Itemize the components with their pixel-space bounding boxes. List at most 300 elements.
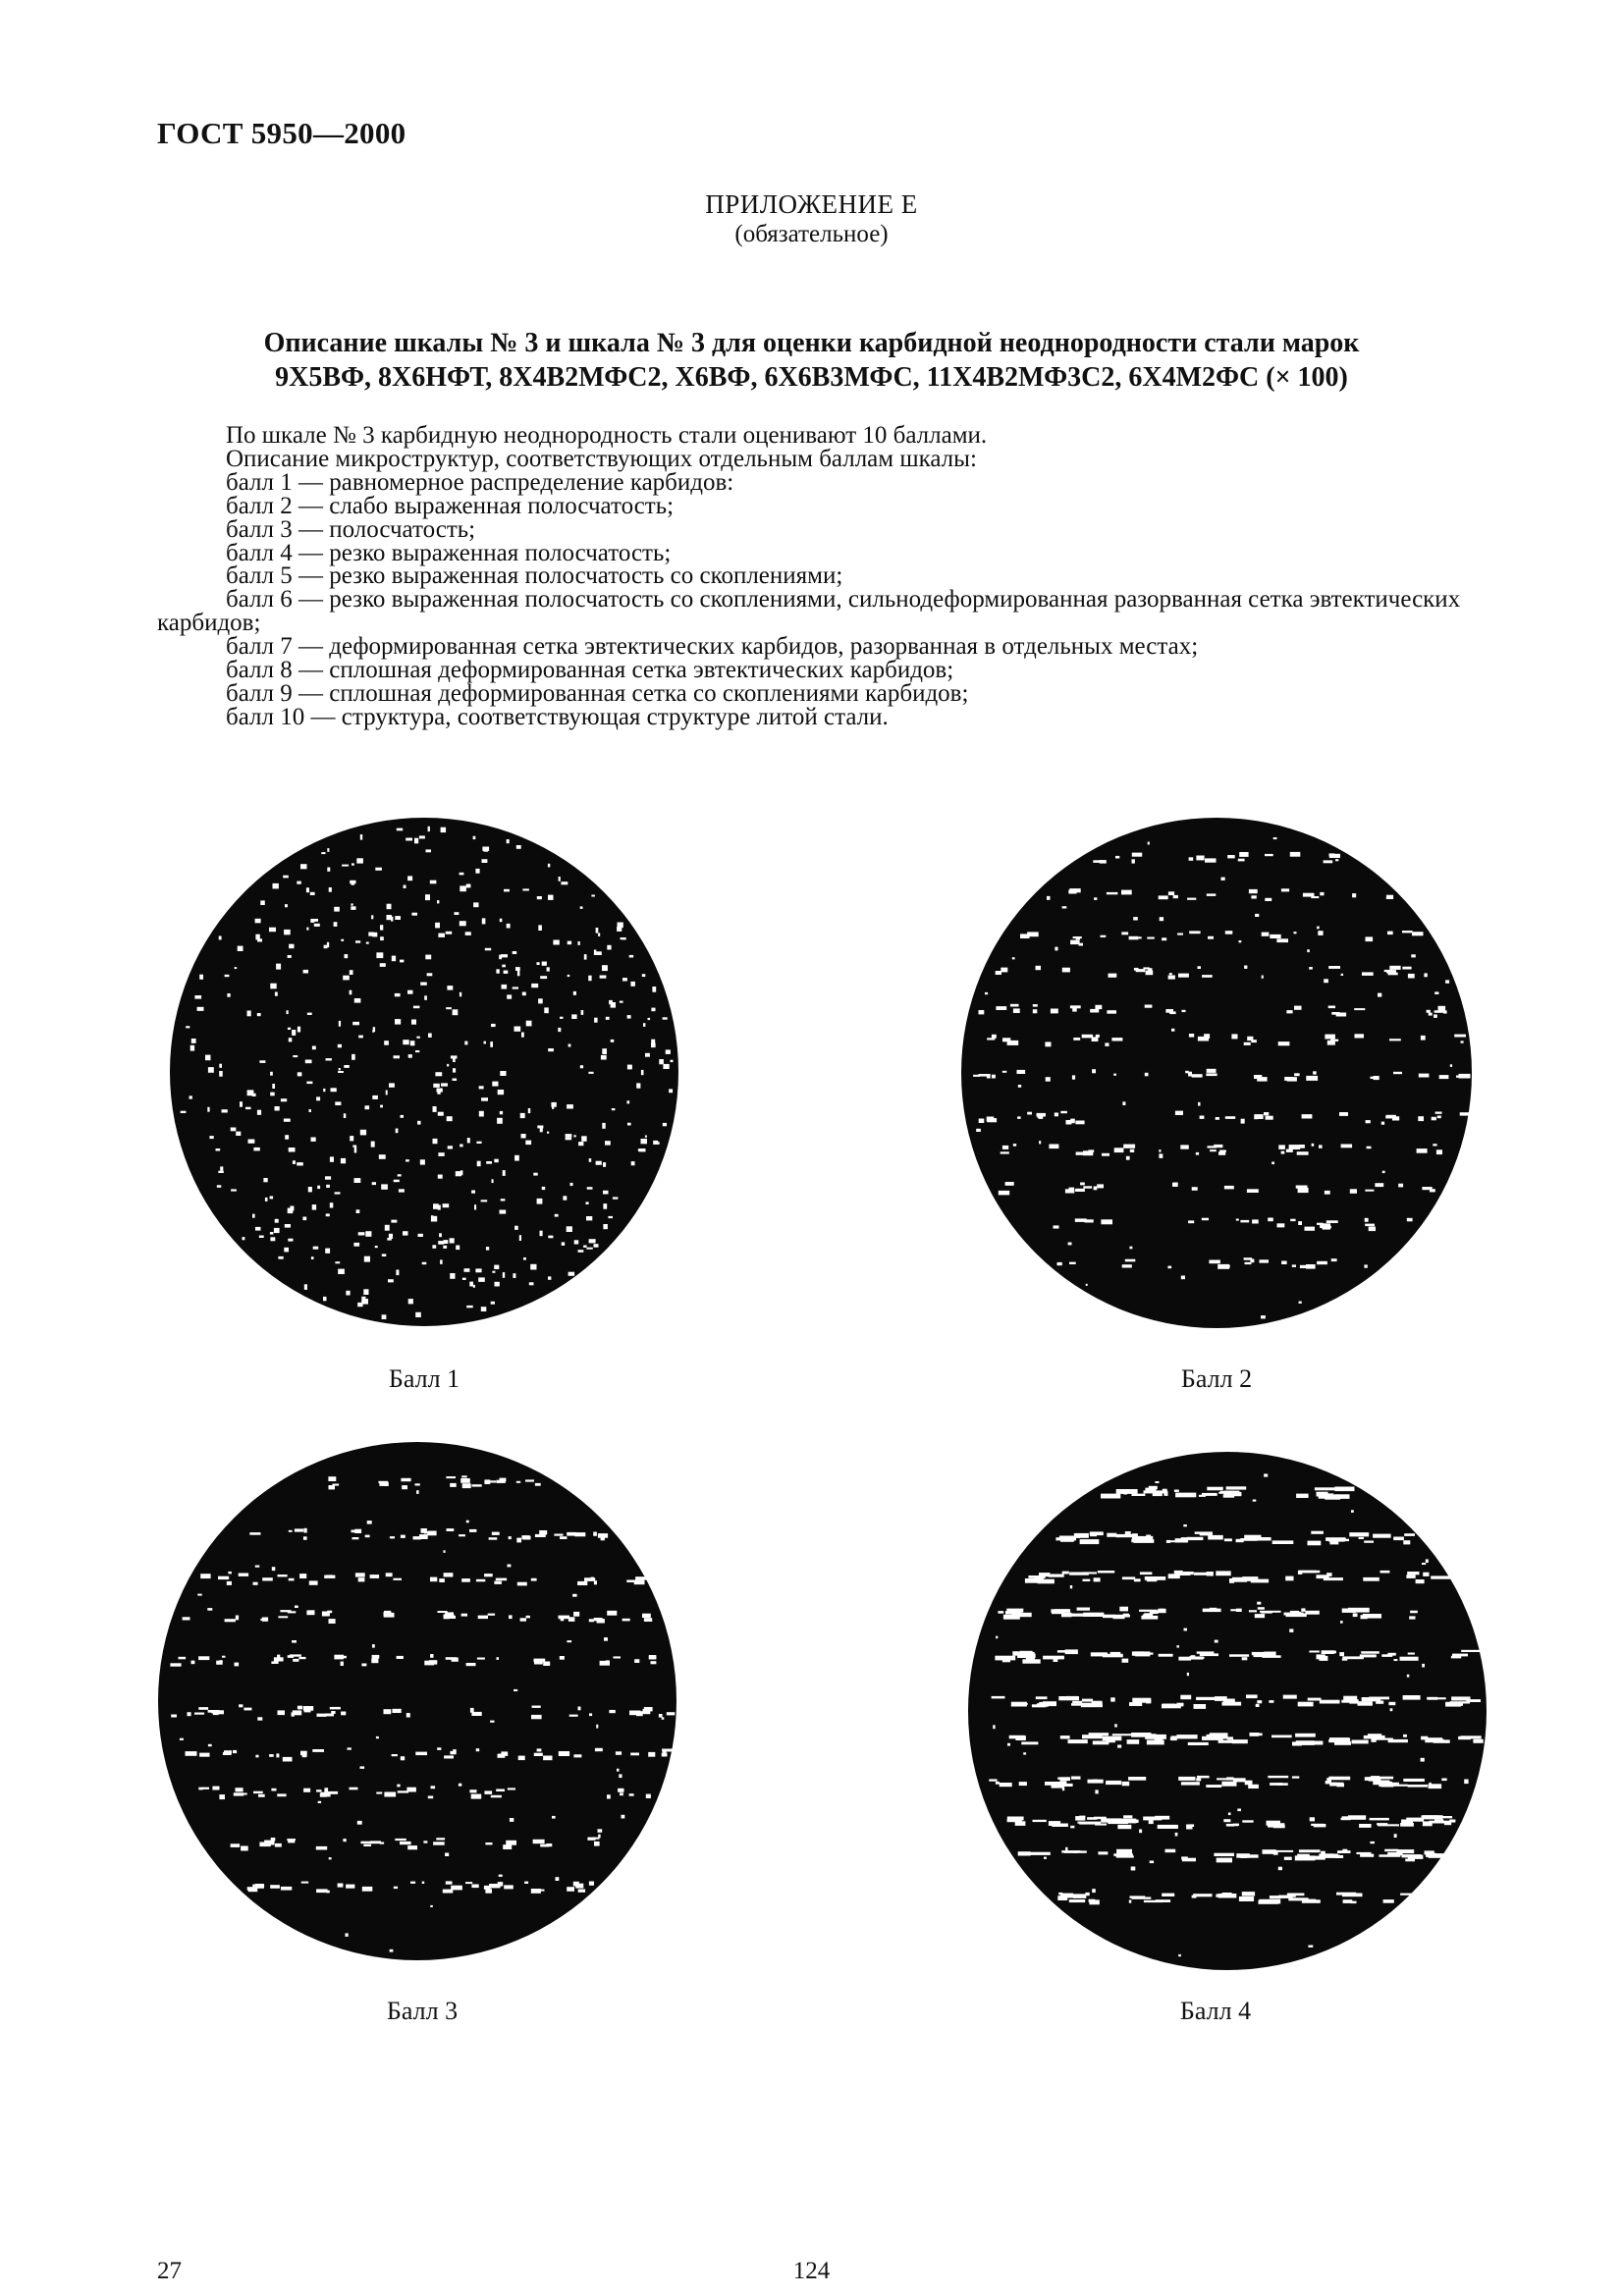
carbide-speck <box>1451 1703 1464 1706</box>
carbide-speck <box>602 1123 605 1129</box>
carbide-speck <box>548 1276 551 1279</box>
carbide-speck <box>1393 1537 1404 1541</box>
carbide-speck <box>209 1136 213 1139</box>
carbide-speck <box>596 1725 598 1729</box>
carbide-speck <box>1075 1218 1087 1222</box>
carbide-speck <box>1094 1577 1101 1581</box>
carbide-speck <box>567 1104 573 1108</box>
carbide-speck <box>498 1090 504 1095</box>
carbide-speck <box>287 1010 289 1014</box>
carbide-speck <box>427 973 433 976</box>
carbide-speck <box>560 1656 565 1660</box>
carbide-speck <box>1125 1259 1136 1262</box>
carbide-speck <box>1403 1540 1410 1544</box>
carbide-speck <box>1062 968 1070 973</box>
carbide-speck <box>1182 1858 1196 1862</box>
carbide-speck <box>535 1534 546 1537</box>
carbide-speck <box>1366 1120 1371 1123</box>
carbide-speck <box>274 1657 284 1661</box>
carbide-speck <box>1238 859 1245 862</box>
carbide-speck <box>513 951 517 954</box>
carbide-speck <box>1294 1073 1300 1076</box>
carbide-speck <box>1382 1171 1385 1173</box>
carbide-speck <box>1061 1850 1080 1853</box>
carbide-speck <box>645 1053 650 1057</box>
carbide-speck <box>1244 1042 1251 1045</box>
carbide-speck <box>1461 1041 1464 1042</box>
carbide-speck <box>1226 1824 1234 1827</box>
carbide-speck <box>1386 895 1393 899</box>
carbide-speck <box>1051 1009 1058 1014</box>
carbide-speck <box>288 1239 293 1242</box>
carbide-speck <box>1454 1035 1466 1038</box>
carbide-speck <box>1292 1264 1296 1267</box>
carbide-speck <box>568 1617 575 1622</box>
carbide-speck <box>298 1027 300 1033</box>
carbide-speck <box>1100 860 1107 864</box>
carbide-speck <box>1271 1735 1292 1738</box>
carbide-speck <box>1361 1651 1380 1654</box>
carbide-speck <box>489 1537 498 1540</box>
carbide-speck <box>1302 1114 1313 1118</box>
carbide-speck <box>501 1199 506 1201</box>
carbide-speck <box>548 1048 554 1051</box>
carbide-speck <box>1060 1735 1070 1738</box>
carbide-speck <box>398 1790 408 1792</box>
carbide-speck <box>1079 943 1084 946</box>
carbide-speck <box>222 1109 228 1112</box>
carbide-speck <box>499 1875 503 1877</box>
carbide-speck <box>445 1853 449 1857</box>
carbide-speck <box>622 978 627 981</box>
carbide-speck <box>1270 934 1280 938</box>
carbide-speck <box>1062 906 1067 908</box>
carbide-speck <box>1339 1112 1348 1116</box>
carbide-speck <box>1365 1190 1374 1192</box>
carbide-speck <box>1089 1733 1109 1735</box>
carbide-speck <box>1236 1539 1244 1542</box>
carbide-speck <box>243 1708 251 1711</box>
carbide-speck <box>1158 1609 1165 1613</box>
carbide-speck <box>1320 1700 1340 1704</box>
carbide-speck <box>1368 1734 1381 1735</box>
carbide-speck <box>434 1661 436 1663</box>
carbide-speck <box>516 1538 521 1543</box>
carbide-speck <box>1227 855 1235 858</box>
carbide-speck <box>481 1200 488 1201</box>
carbide-speck <box>460 1478 470 1483</box>
carbide-speck <box>1242 1892 1255 1896</box>
carbide-speck <box>219 936 222 940</box>
carbide-speck <box>1122 1576 1135 1579</box>
carbide-speck <box>438 1152 444 1156</box>
carbide-speck <box>1335 859 1338 861</box>
paragraph: балл 10 — структура, соответствующая структуре литой стали. <box>226 703 889 730</box>
carbide-speck <box>1244 966 1247 969</box>
carbide-speck <box>263 1178 267 1182</box>
carbide-speck <box>1220 1265 1230 1268</box>
carbide-speck <box>613 1197 619 1199</box>
carbide-speck <box>1297 1151 1309 1155</box>
carbide-speck <box>341 1662 344 1667</box>
carbide-speck <box>464 1041 467 1045</box>
carbide-speck <box>200 1574 210 1578</box>
carbide-speck <box>1196 856 1204 861</box>
carbide-speck <box>253 1582 258 1585</box>
carbide-speck <box>1072 1701 1082 1703</box>
carbide-speck <box>584 954 587 960</box>
carbide-speck <box>416 1037 419 1039</box>
carbide-speck <box>313 919 318 922</box>
carbide-speck <box>558 1028 561 1032</box>
carbide-speck <box>1172 1183 1177 1187</box>
carbide-speck <box>596 1161 602 1165</box>
carbide-speck <box>1001 968 1007 973</box>
carbide-speck <box>285 904 288 907</box>
carbide-speck <box>312 1749 324 1752</box>
carbide-speck <box>1214 1145 1222 1148</box>
carbide-speck <box>325 1176 331 1179</box>
carbide-speck <box>469 1282 473 1287</box>
carbide-speck <box>620 1792 623 1795</box>
carbide-speck <box>1017 1070 1026 1074</box>
carbide-speck <box>1079 1822 1101 1825</box>
carbide-speck <box>561 881 568 884</box>
carbide-speck <box>1241 1854 1247 1858</box>
carbide-speck <box>216 1148 221 1151</box>
carbide-speck <box>1273 837 1277 839</box>
carbide-speck <box>1335 1855 1344 1858</box>
carbide-speck <box>669 1089 673 1093</box>
carbide-speck <box>426 849 432 852</box>
carbide-speck <box>1169 973 1172 975</box>
carbide-speck <box>277 1793 286 1796</box>
carbide-speck <box>1263 1849 1276 1854</box>
carbide-speck <box>1194 1704 1207 1709</box>
carbide-speck <box>1308 1741 1323 1745</box>
carbide-speck <box>1207 1572 1214 1576</box>
carbide-speck <box>238 946 243 951</box>
carbide-speck <box>502 985 508 989</box>
carbide-speck <box>1404 1533 1415 1536</box>
carbide-speck <box>1055 1537 1076 1540</box>
carbide-speck <box>1272 1540 1294 1544</box>
carbide-speck <box>417 1121 420 1125</box>
carbide-speck <box>1433 1144 1436 1146</box>
carbide-speck <box>1082 1699 1093 1702</box>
carbide-speck <box>517 1582 527 1586</box>
carbide-speck <box>253 1148 259 1151</box>
carbide-speck <box>372 1644 375 1648</box>
carbide-speck <box>1239 852 1248 857</box>
carbide-speck <box>479 1086 484 1089</box>
carbide-speck <box>523 1536 531 1540</box>
carbide-speck <box>1381 1122 1384 1125</box>
carbide-speck <box>396 1270 399 1276</box>
carbide-speck <box>295 1606 298 1609</box>
carbide-speck <box>338 1269 345 1274</box>
carbide-speck <box>509 1615 513 1619</box>
carbide-speck <box>444 1550 446 1553</box>
carbide-speck <box>1116 1534 1137 1537</box>
carbide-speck <box>639 1148 646 1151</box>
carbide-speck <box>1369 1777 1381 1781</box>
carbide-speck <box>629 955 633 958</box>
carbide-speck <box>1264 1473 1268 1476</box>
carbide-speck <box>1069 1899 1085 1902</box>
carbide-speck <box>270 1232 274 1235</box>
carbide-speck <box>1007 1819 1022 1822</box>
carbide-speck <box>407 1845 417 1849</box>
carbide-speck <box>186 1026 189 1028</box>
carbide-speck <box>384 1041 389 1045</box>
carbide-speck <box>438 1112 444 1116</box>
carbide-speck <box>1434 1819 1443 1822</box>
carbide-speck <box>1251 1040 1257 1042</box>
carbide-speck <box>546 1843 552 1846</box>
appendix-note: (обязательное) <box>734 221 889 247</box>
paragraph: балл 2 — слабо выраженная полосчатость; <box>226 492 675 519</box>
carbide-speck <box>1090 1009 1099 1013</box>
carbide-speck <box>594 1580 597 1584</box>
carbide-speck <box>485 948 491 951</box>
carbide-speck <box>627 1015 631 1019</box>
carbide-speck <box>531 984 538 988</box>
carbide-speck <box>1181 1782 1200 1785</box>
carbide-speck <box>456 1246 460 1251</box>
carbide-speck <box>622 1815 625 1819</box>
carbide-speck <box>1324 979 1328 983</box>
carbide-speck <box>1094 897 1097 900</box>
micrograph-ball-1 <box>169 817 679 1327</box>
carbide-speck <box>662 1749 673 1752</box>
carbide-speck <box>247 1011 251 1017</box>
carbide-speck <box>271 1838 276 1842</box>
carbide-speck <box>352 1054 355 1060</box>
carbide-speck <box>666 1049 671 1054</box>
carbide-speck <box>1418 1116 1424 1121</box>
carbide-speck <box>269 1754 274 1757</box>
carbide-speck <box>247 1887 254 1891</box>
carbide-speck <box>1324 1577 1343 1580</box>
carbide-speck <box>1169 1011 1175 1014</box>
carbide-speck <box>486 1161 492 1164</box>
carbide-speck <box>1284 1857 1292 1860</box>
carbide-speck <box>469 1529 476 1532</box>
carbide-speck <box>526 1021 532 1027</box>
carbide-speck <box>1225 931 1233 934</box>
carbide-speck <box>334 907 340 912</box>
carbide-speck <box>1298 1221 1302 1225</box>
carbide-speck <box>415 1483 420 1485</box>
carbide-speck <box>482 859 488 863</box>
carbide-speck <box>1250 1259 1254 1263</box>
carbide-speck <box>1406 1575 1415 1578</box>
carbide-speck <box>531 1578 537 1581</box>
carbide-speck <box>528 1108 530 1113</box>
carbide-speck <box>403 1231 408 1235</box>
carbide-speck <box>1286 1149 1293 1152</box>
carbide-speck <box>1419 1074 1430 1078</box>
carbide-speck <box>353 1243 359 1247</box>
carbide-speck <box>1129 1247 1132 1250</box>
carbide-speck <box>594 1244 599 1248</box>
carbide-speck <box>363 1844 371 1846</box>
carbide-speck <box>1269 1700 1273 1703</box>
carbide-speck <box>346 1885 354 1889</box>
carbide-speck <box>1189 1824 1194 1827</box>
carbide-speck <box>1438 1006 1446 1011</box>
carbide-speck <box>311 1256 314 1259</box>
carbide-speck <box>537 896 542 899</box>
carbide-speck <box>420 1159 425 1164</box>
carbide-speck <box>1258 1653 1271 1657</box>
carbide-speck <box>529 1282 534 1285</box>
carbide-speck <box>284 1119 291 1122</box>
carbide-speck <box>362 1887 373 1892</box>
carbide-speck <box>1215 1640 1218 1643</box>
carbide-speck <box>1254 1075 1262 1079</box>
carbide-speck <box>1329 1737 1349 1742</box>
carbide-speck <box>1136 969 1146 972</box>
carbide-speck <box>303 1789 310 1792</box>
carbide-speck <box>1105 1042 1109 1046</box>
carbide-speck <box>396 1129 399 1134</box>
carbide-speck <box>1132 859 1135 863</box>
carbide-speck <box>594 1018 598 1023</box>
carbide-speck <box>1214 1853 1234 1856</box>
carbide-speck <box>573 1754 581 1757</box>
carbide-speck <box>1389 1039 1401 1041</box>
carbide-speck <box>235 967 238 969</box>
carbide-speck <box>1218 1151 1225 1155</box>
carbide-speck <box>1175 1493 1196 1498</box>
carbide-speck <box>1216 1117 1219 1120</box>
carbide-speck <box>270 1093 275 1096</box>
carbide-speck <box>617 1769 620 1772</box>
carbide-speck <box>234 1792 243 1795</box>
carbide-speck <box>1094 1187 1098 1191</box>
carbide-speck <box>1281 1261 1287 1265</box>
carbide-speck <box>392 1754 398 1756</box>
carbide-speck <box>1210 1149 1217 1151</box>
carbide-speck <box>490 1721 494 1723</box>
carbide-speck <box>1435 1112 1442 1114</box>
carbide-speck <box>1168 891 1174 895</box>
carbide-speck <box>278 1616 288 1618</box>
carbide-speck <box>1146 1535 1151 1538</box>
carbide-speck <box>1398 1184 1403 1188</box>
carbide-speck <box>645 1136 647 1138</box>
carbide-speck <box>211 1711 214 1714</box>
carbide-speck <box>330 1707 341 1710</box>
carbide-speck <box>390 1949 394 1952</box>
carbide-speck <box>293 1055 298 1057</box>
carbide-speck <box>1184 1629 1188 1631</box>
carbide-speck <box>1147 937 1155 939</box>
carbide-speck <box>1436 1149 1442 1154</box>
carbide-speck <box>651 1661 657 1664</box>
carbide-speck <box>523 1257 526 1260</box>
carbide-speck <box>596 928 599 934</box>
carbide-speck <box>273 883 279 889</box>
carbide-speck <box>388 1279 394 1282</box>
carbide-speck <box>1062 1572 1069 1575</box>
carbide-speck <box>372 933 377 937</box>
carbide-speck <box>425 894 430 900</box>
carbide-speck <box>1406 1818 1424 1822</box>
carbide-speck <box>513 1273 515 1278</box>
carbide-speck <box>351 906 355 910</box>
carbide-speck <box>1258 1607 1265 1610</box>
carbide-speck <box>1193 1894 1212 1896</box>
carbide-speck <box>1308 1541 1322 1546</box>
carbide-speck <box>371 1142 375 1148</box>
carbide-speck <box>1271 1162 1274 1165</box>
carbide-speck <box>1057 1896 1067 1900</box>
carbide-speck <box>401 1535 406 1538</box>
carbide-speck <box>1122 1782 1130 1786</box>
carbide-speck <box>1308 1946 1313 1948</box>
carbide-speck <box>1314 1824 1326 1827</box>
carbide-speck <box>571 1014 576 1019</box>
carbide-speck <box>1384 1849 1398 1852</box>
carbide-speck <box>1224 1186 1234 1190</box>
carbide-speck <box>346 1291 350 1296</box>
carbide-speck <box>1095 1789 1098 1793</box>
carbide-speck <box>1101 935 1107 937</box>
carbide-speck <box>1207 893 1217 896</box>
carbide-speck <box>1001 1151 1009 1153</box>
carbide-speck <box>355 940 360 942</box>
carbide-speck <box>331 1711 335 1714</box>
carbide-speck <box>453 1009 459 1015</box>
carbide-speck <box>1208 1535 1223 1540</box>
carbide-speck <box>1198 966 1202 969</box>
carbide-speck <box>1360 1654 1377 1657</box>
carbide-speck <box>309 1580 318 1584</box>
paragraph: Описание микроструктур, соответствующих отдельным баллам шкалы: <box>226 445 977 472</box>
carbide-speck <box>1054 1225 1059 1228</box>
carbide-speck <box>494 1265 499 1269</box>
carbide-speck <box>1018 1851 1031 1855</box>
carbide-speck <box>1221 1782 1236 1787</box>
carbide-speck <box>1113 1074 1116 1076</box>
carbide-speck <box>653 1141 658 1145</box>
carbide-speck <box>260 1619 262 1621</box>
carbide-speck <box>1318 931 1323 935</box>
carbide-speck <box>284 930 291 934</box>
carbide-speck <box>1038 1579 1055 1584</box>
carbide-speck <box>1247 1189 1259 1193</box>
carbide-speck <box>1294 932 1297 934</box>
carbide-speck <box>446 1881 453 1884</box>
carbide-speck <box>220 1166 223 1170</box>
carbide-speck <box>1432 1117 1436 1121</box>
carbide-speck <box>1019 1703 1028 1705</box>
carbide-speck <box>386 1573 393 1576</box>
carbide-speck <box>481 1307 487 1311</box>
carbide-speck <box>503 1170 506 1176</box>
carbide-speck <box>1065 1649 1078 1654</box>
carbide-speck <box>459 1534 465 1536</box>
carbide-speck <box>1353 1613 1358 1617</box>
carbide-speck <box>1168 976 1175 980</box>
carbide-speck <box>218 1576 229 1579</box>
carbide-speck <box>415 1050 419 1052</box>
carbide-speck <box>1070 940 1080 945</box>
carbide-speck <box>1228 1492 1241 1496</box>
